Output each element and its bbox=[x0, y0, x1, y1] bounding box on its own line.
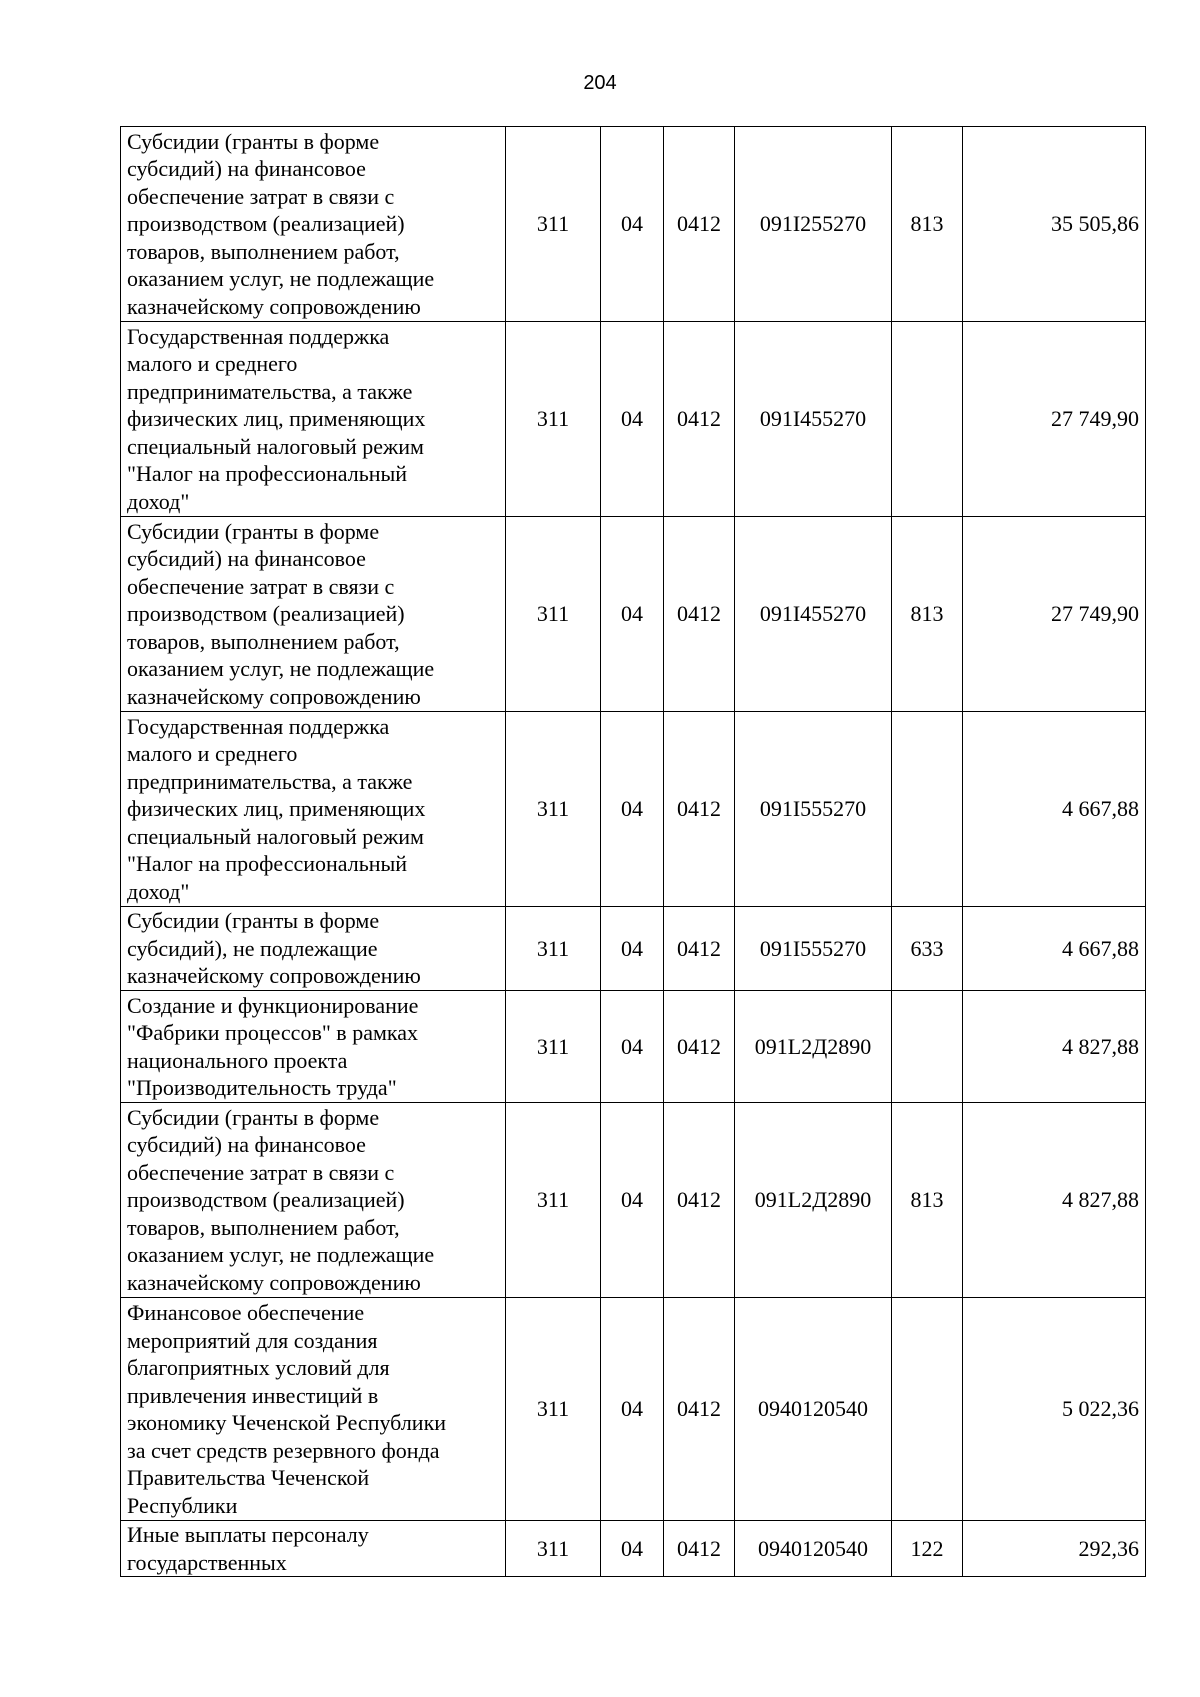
description-line: "Налог на профессиональный bbox=[127, 461, 408, 487]
row-description bbox=[121, 1298, 506, 1521]
amount: 4 667,88 bbox=[963, 907, 1146, 991]
ved-code: 311 bbox=[506, 1298, 601, 1521]
target-item-code: 0940120540 bbox=[735, 1521, 892, 1577]
description-line: экономику Чеченской Республики bbox=[127, 1410, 447, 1435]
subsection-code: 0412 bbox=[664, 1298, 735, 1521]
description-line: товаров, выполнением работ, bbox=[127, 628, 400, 654]
description-line: оказанием услуг, не подлежащие bbox=[127, 266, 435, 292]
expense-type-code: 813 bbox=[892, 517, 963, 712]
description-line: Субсидии (гранты в форме bbox=[127, 1104, 380, 1130]
table-row bbox=[121, 1521, 1146, 1577]
budget-table-body bbox=[121, 127, 1146, 1577]
row-description bbox=[121, 322, 506, 517]
description-line: "Фабрики процессов" в рамках bbox=[127, 1020, 419, 1045]
section-code: 04 bbox=[601, 907, 664, 991]
target-item-code: 0940120540 bbox=[735, 1298, 892, 1521]
section-code: 04 bbox=[601, 1521, 664, 1577]
description-line: Субсидии (гранты в форме bbox=[127, 128, 380, 154]
table-row bbox=[121, 1103, 1146, 1298]
description-line: производством (реализацией) bbox=[127, 211, 405, 237]
description-line: национального проекта bbox=[127, 1047, 348, 1073]
target-item-code: 091L2Д2890 bbox=[735, 991, 892, 1103]
amount: 27 749,90 bbox=[963, 517, 1146, 712]
description-line: доход" bbox=[127, 878, 190, 904]
amount: 292,36 bbox=[963, 1521, 1146, 1577]
amount: 4 827,88 bbox=[963, 991, 1146, 1103]
expense-type-code bbox=[892, 712, 963, 907]
description-line: товаров, выполнением работ, bbox=[127, 1214, 400, 1240]
description-line: производством (реализацией) bbox=[127, 1187, 405, 1213]
expense-type-code: 633 bbox=[892, 907, 963, 991]
table-row bbox=[121, 322, 1146, 517]
subsection-code: 0412 bbox=[664, 907, 735, 991]
section-code: 04 bbox=[601, 991, 664, 1103]
ved-code: 311 bbox=[506, 712, 601, 907]
table-row bbox=[121, 517, 1146, 712]
expense-type-code: 813 bbox=[892, 127, 963, 322]
ved-code: 311 bbox=[506, 127, 601, 322]
section-code: 04 bbox=[601, 1103, 664, 1298]
description-line: производством (реализацией) bbox=[127, 601, 405, 627]
description-line: мероприятий для создания bbox=[127, 1327, 378, 1353]
subsection-code: 0412 bbox=[664, 991, 735, 1103]
description-line: "Производительность труда" bbox=[127, 1075, 397, 1100]
description-line: Республики bbox=[127, 1492, 238, 1518]
row-description bbox=[121, 1103, 506, 1298]
description-line: казначейскому сопровождению bbox=[127, 293, 421, 319]
table-row bbox=[121, 712, 1146, 907]
description-line: обеспечение затрат в связи с bbox=[127, 183, 395, 209]
ved-code: 311 bbox=[506, 322, 601, 517]
description-line: доход" bbox=[127, 488, 190, 514]
description-line: физических лиц, применяющих bbox=[127, 406, 426, 432]
expense-type-code: 813 bbox=[892, 1103, 963, 1298]
description-line: физических лиц, применяющих bbox=[127, 796, 426, 822]
description-line: субсидий) на финансовое bbox=[127, 1132, 366, 1158]
amount: 5 022,36 bbox=[963, 1298, 1146, 1521]
ved-code: 311 bbox=[506, 907, 601, 991]
table-row bbox=[121, 991, 1146, 1103]
amount: 27 749,90 bbox=[963, 322, 1146, 517]
description-line: Финансовое обеспечение bbox=[127, 1300, 365, 1325]
description-line: субсидий), не подлежащие bbox=[127, 935, 378, 961]
description-line: обеспечение затрат в связи с bbox=[127, 573, 395, 599]
description-line: благоприятных условий для bbox=[127, 1355, 390, 1380]
target-item-code: 091I455270 bbox=[735, 517, 892, 712]
section-code: 04 bbox=[601, 127, 664, 322]
description-line: специальный налоговый режим bbox=[127, 823, 424, 849]
section-code: 04 bbox=[601, 712, 664, 907]
section-code: 04 bbox=[601, 322, 664, 517]
description-line: Субсидии (гранты в форме bbox=[127, 518, 380, 544]
description-line: государственных bbox=[127, 1549, 287, 1575]
description-line: за счет средств резервного фонда bbox=[127, 1437, 440, 1463]
row-description bbox=[121, 991, 506, 1103]
description-line: казначейскому сопровождению bbox=[127, 963, 421, 989]
subsection-code: 0412 bbox=[664, 1521, 735, 1577]
description-line: Субсидии (гранты в форме bbox=[127, 908, 380, 934]
section-code: 04 bbox=[601, 517, 664, 712]
ved-code: 311 bbox=[506, 1103, 601, 1298]
target-item-code: 091I255270 bbox=[735, 127, 892, 322]
subsection-code: 0412 bbox=[664, 127, 735, 322]
row-description bbox=[121, 127, 506, 322]
ved-code: 311 bbox=[506, 1521, 601, 1577]
description-line: оказанием услуг, не подлежащие bbox=[127, 656, 435, 682]
row-description bbox=[121, 1521, 506, 1577]
amount: 35 505,86 bbox=[963, 127, 1146, 322]
description-line: Государственная поддержка bbox=[127, 323, 390, 349]
target-item-code: 091I455270 bbox=[735, 322, 892, 517]
expense-type-code bbox=[892, 1298, 963, 1521]
description-line: Иные выплаты персоналу bbox=[127, 1522, 369, 1547]
description-line: Создание и функционирование bbox=[127, 992, 419, 1018]
subsection-code: 0412 bbox=[664, 1103, 735, 1298]
description-line: субсидий) на финансовое bbox=[127, 156, 366, 182]
table-row bbox=[121, 1298, 1146, 1521]
target-item-code: 091L2Д2890 bbox=[735, 1103, 892, 1298]
description-line: предпринимательства, а также bbox=[127, 378, 413, 404]
description-line: привлечения инвестиций в bbox=[127, 1382, 379, 1408]
expense-type-code: 122 bbox=[892, 1521, 963, 1577]
ved-code: 311 bbox=[506, 517, 601, 712]
ved-code: 311 bbox=[506, 991, 601, 1103]
description-line: предпринимательства, а также bbox=[127, 768, 413, 794]
row-description bbox=[121, 517, 506, 712]
target-item-code: 091I555270 bbox=[735, 907, 892, 991]
description-line: специальный налоговый режим bbox=[127, 433, 424, 459]
table-row bbox=[121, 907, 1146, 991]
description-line: казначейскому сопровождению bbox=[127, 1269, 421, 1295]
description-line: казначейскому сопровождению bbox=[127, 683, 421, 709]
description-line: субсидий) на финансовое bbox=[127, 546, 366, 572]
description-line: малого и среднего bbox=[127, 351, 298, 377]
amount: 4 827,88 bbox=[963, 1103, 1146, 1298]
description-line: Правительства Чеченской bbox=[127, 1465, 370, 1490]
expense-type-code bbox=[892, 322, 963, 517]
subsection-code: 0412 bbox=[664, 322, 735, 517]
description-line: оказанием услуг, не подлежащие bbox=[127, 1242, 435, 1268]
budget-table bbox=[120, 126, 1146, 1577]
subsection-code: 0412 bbox=[664, 712, 735, 907]
section-code: 04 bbox=[601, 1298, 664, 1521]
description-line: обеспечение затрат в связи с bbox=[127, 1159, 395, 1185]
description-line: Государственная поддержка bbox=[127, 713, 390, 739]
page-number: 204 bbox=[583, 72, 617, 94]
subsection-code: 0412 bbox=[664, 517, 735, 712]
table-row bbox=[121, 127, 1146, 322]
expense-type-code bbox=[892, 991, 963, 1103]
description-line: малого и среднего bbox=[127, 741, 298, 767]
target-item-code: 091I555270 bbox=[735, 712, 892, 907]
description-line: товаров, выполнением работ, bbox=[127, 238, 400, 264]
amount: 4 667,88 bbox=[963, 712, 1146, 907]
description-line: "Налог на профессиональный bbox=[127, 851, 408, 877]
row-description bbox=[121, 907, 506, 991]
row-description bbox=[121, 712, 506, 907]
